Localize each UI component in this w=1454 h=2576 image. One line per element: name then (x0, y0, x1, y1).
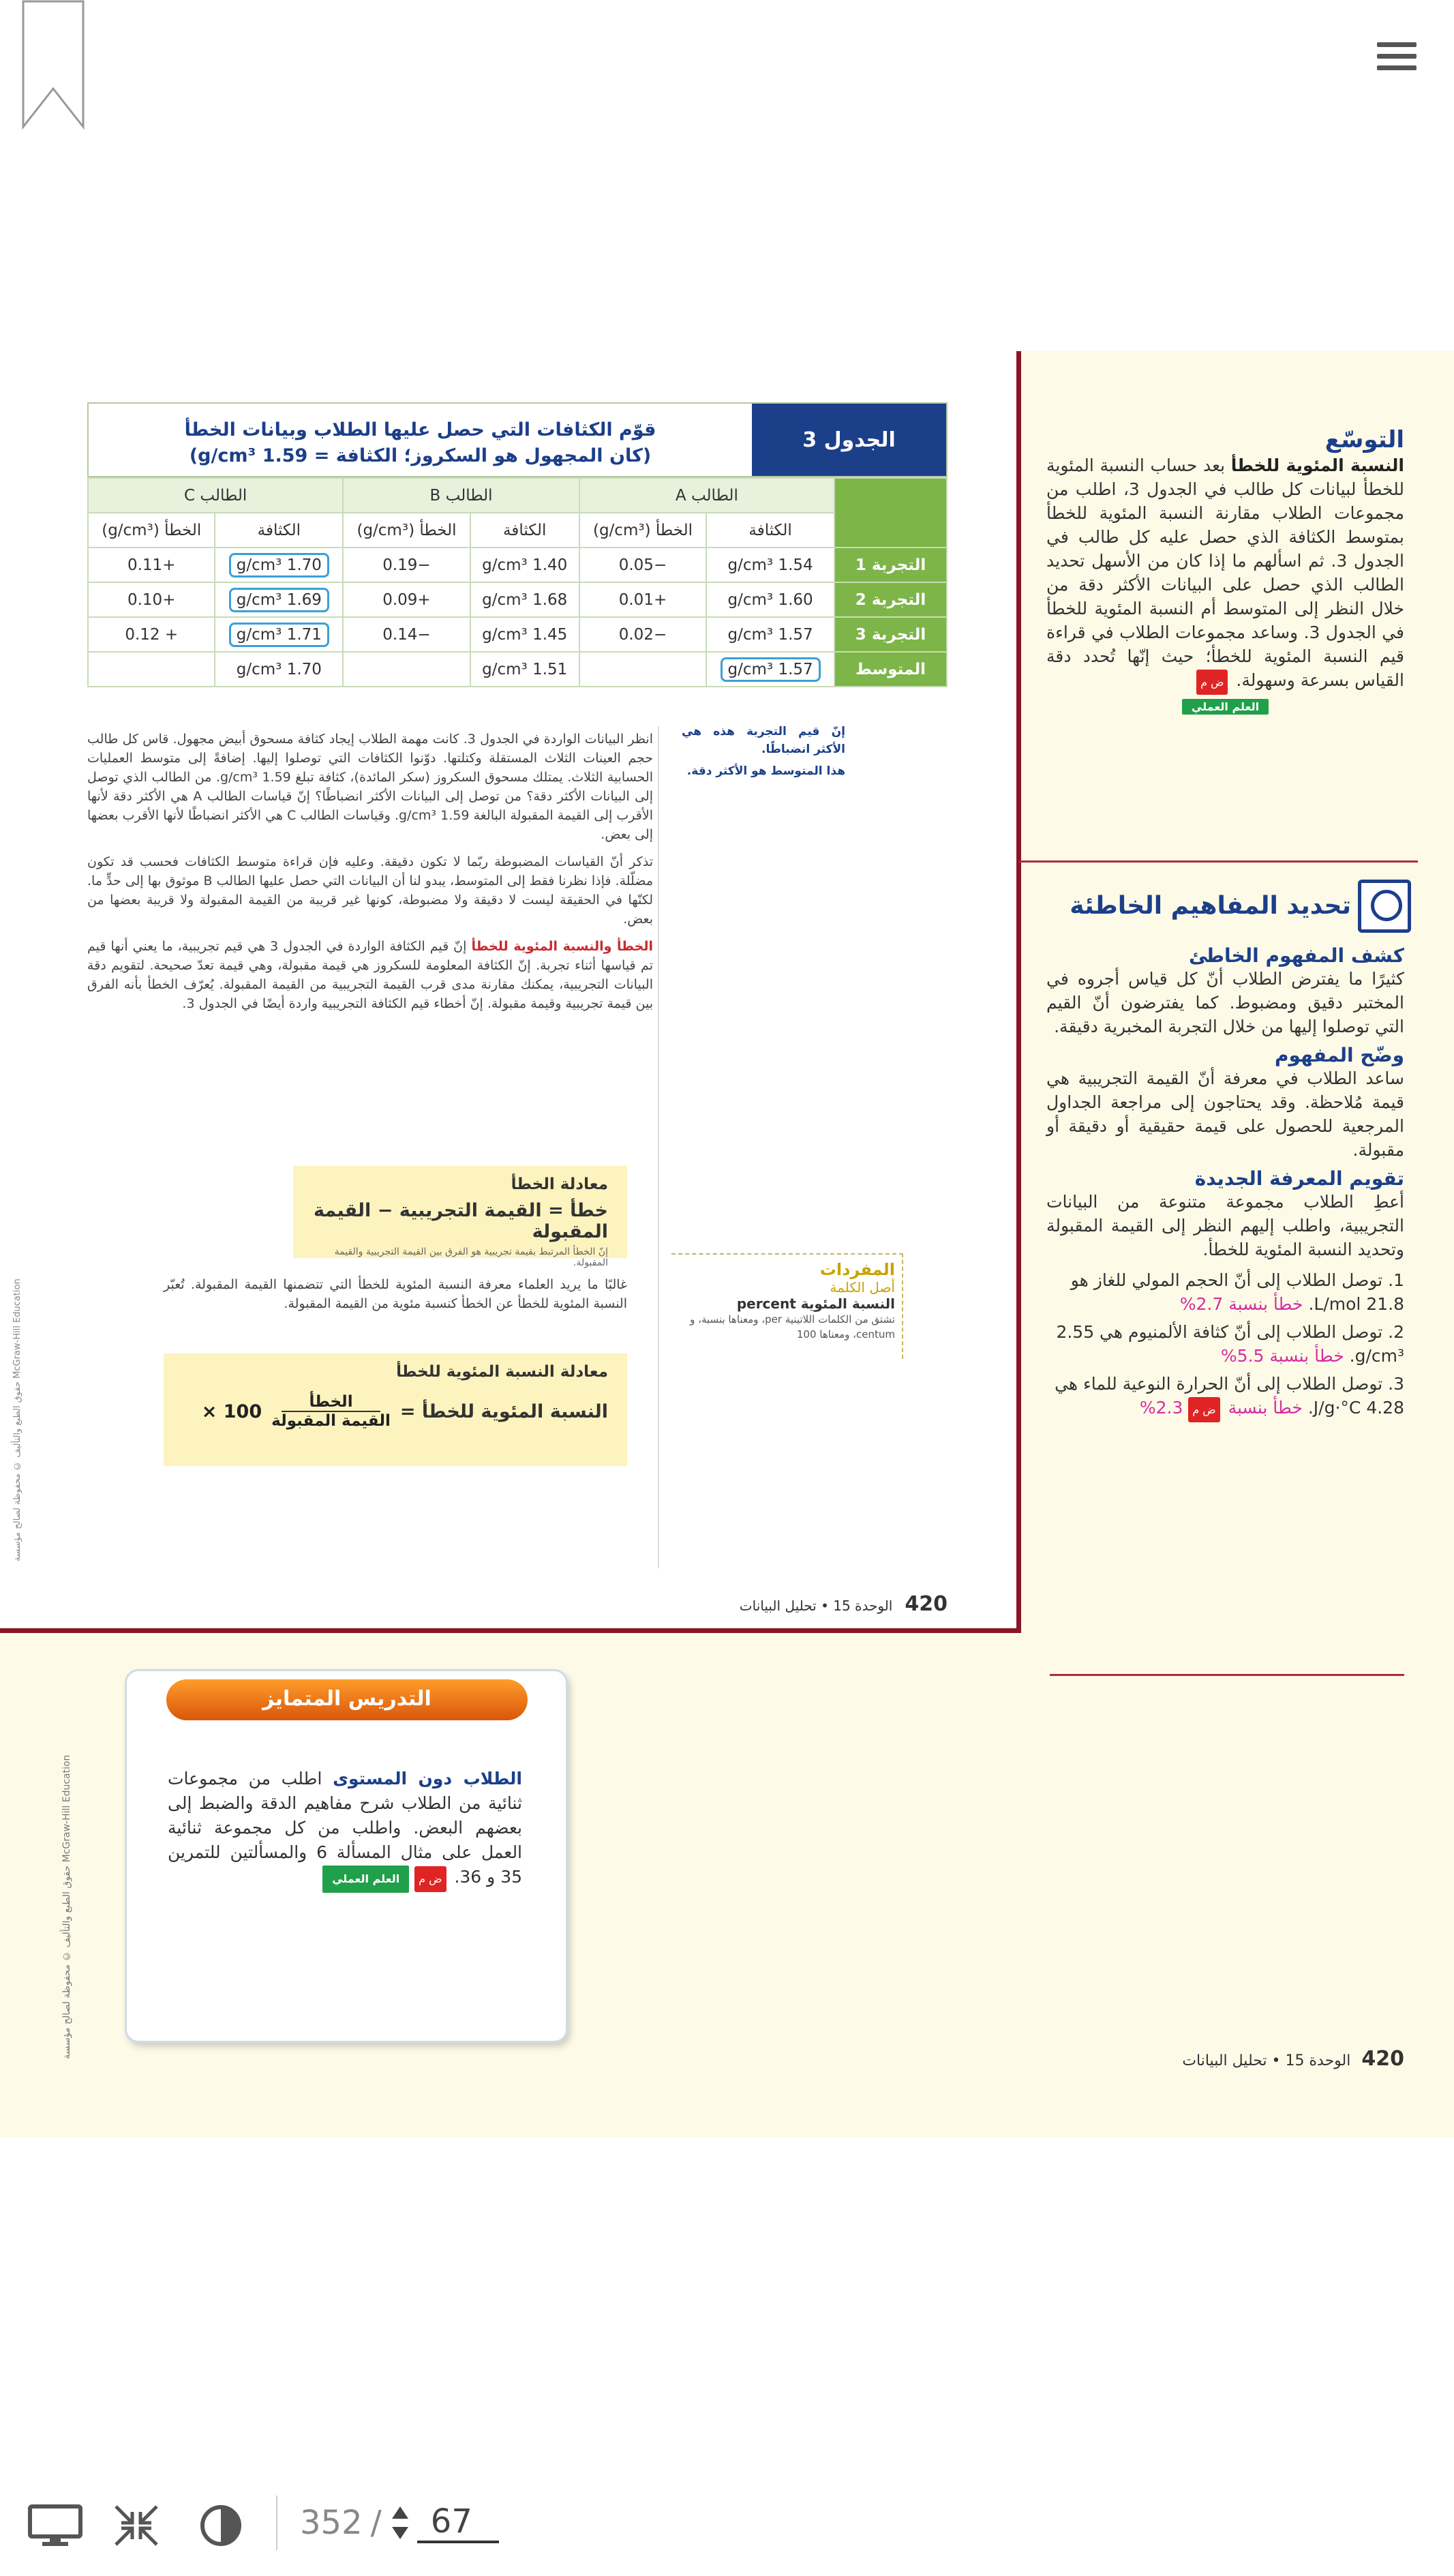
row-label: التجربة 2 (834, 582, 947, 617)
multiplier: × 100 (201, 1401, 262, 1422)
subheading: وضّح المفهوم (1275, 1044, 1404, 1066)
subheading: تقويم المعرفة الجديدة (1194, 1167, 1404, 1190)
section-divider (1019, 860, 1418, 863)
teacher-sidebar (1046, 426, 1404, 715)
table-cell: 1.70 g/cm³ (215, 652, 343, 687)
table-title-line1: قوّم الكثافات التي حصل عليها الطلاب وبيانات الخطأ (184, 419, 656, 440)
paragraph: غالبًا ما يريد العلماء معرفة النسبة المئوية للخطأ التي تتضمنها القيمة المقبولة. تُعبّر النسبة المئوية للخطأ عن الخطأ كنسبة مئوية من القيمة المقبولة. (164, 1277, 627, 1311)
group-header-b: الطالب B (343, 478, 579, 513)
table-row (88, 582, 947, 617)
exercise-item (1046, 1268, 1404, 1316)
current-page-input[interactable]: 67 (417, 2502, 499, 2543)
column-divider (658, 726, 659, 1568)
table-label: الجدول 3 (752, 404, 946, 476)
density-table (87, 477, 948, 687)
table-title-line2: (كان المجهول هو السكروز؛ الكثافة = 1.59 g/cm³) (189, 445, 652, 466)
bookmark-icon[interactable] (19, 0, 87, 130)
table-cell: 1.60 g/cm³ (706, 582, 834, 617)
table-cell: 1.51 g/cm³ (470, 652, 579, 687)
table-cell: +0.01 (579, 582, 706, 617)
section-divider (1050, 1674, 1404, 1676)
table-cell: −0.05 (579, 548, 706, 582)
table-cell: −0.14 (343, 617, 470, 652)
box-body (168, 1767, 522, 1893)
exercise-text: 3. توصل الطلاب إلى أنّ الحرارة النوعية للماء هي 4.28 J/g·°C. (1055, 1374, 1404, 1418)
equation-title: معادلة النسبة المئوية للخطأ (396, 1363, 608, 1381)
table-cell: −0.02 (579, 617, 706, 652)
paragraph: أعطِ الطلاب مجموعة متنوعة من البيانات التجريبية، واطلب إليهم النظر إلى القيمة المقبولة وتحديد النسبة المئوية للخطأ. (1046, 1192, 1404, 1259)
collapse-icon[interactable] (112, 2504, 161, 2547)
paragraph (87, 937, 653, 1013)
group-header-c: الطالب C (88, 478, 343, 513)
table-cell (88, 652, 215, 687)
box-text: اطلب من مجموعات ثنائية من الطلاب شرح مفاهيم الدقة والضبط إلى بعضهم البعض. واطلب من كل مجموعة ثنائية العمل على مثال المسألة 6 والمسألتين للتمرين 35 و 36. (168, 1769, 523, 1887)
vocab-word: النسبة المئوية percent (736, 1296, 895, 1312)
contrast-icon[interactable] (196, 2504, 245, 2547)
exercise-text: 1. توصل الطلاب إلى أنّ الحجم المولي للغاز هو 21.8 L/mol. (1070, 1270, 1404, 1314)
vocab-definition: تشتق من الكلمات اللاتينية per، ومعناها بنسبة، و centum، ومعناها 100 (690, 1313, 895, 1341)
table-cell (215, 617, 343, 652)
answer-label: خطأ بنسبة (1269, 1346, 1344, 1366)
answer-value: 5.5% (1220, 1346, 1264, 1366)
numerator: الخطأ (282, 1393, 380, 1412)
table-cell: 1.54 g/cm³ (706, 548, 834, 582)
table-cell: +0.11 (88, 548, 215, 582)
vocab-title: المفردات (819, 1260, 895, 1279)
extension-body: بعد حساب النسبة المئوية للخطأ لبيانات كل طالب في الجدول 3، اطلب من مجموعات الطلاب مقارنة النسبة المئوية للخطأ بمتوسط الكثافة الذي حصل عليه كل طالب في الجدول 3. ثم اسألهم ما إذا كان من الأسهل تحديد الطالب الذي حصل على البيانات الأكثر دقة من خلال النظر إلى المتوسط أم النسبة المئوية للخطأ في الجدول 3. وساعد مجموعات الطلاب في قراءة قيم النسبة المئوية للخطأ؛ حيث إنّها تُحدد دقة القياس بسرعة وسهولة. (1046, 455, 1404, 690)
page-folio (682, 1592, 948, 1616)
answer-value: 2.7% (1179, 1294, 1224, 1314)
equation-lhs: النسبة المئوية للخطأ = (399, 1401, 608, 1422)
page-stepper-icon[interactable] (390, 2502, 410, 2543)
highlighted-value: 1.57 g/cm³ (721, 657, 821, 682)
error-equation-box (293, 1166, 627, 1268)
note-b: هذا المتوسط هو الأكثر دقة. (686, 764, 845, 778)
table-title (89, 404, 752, 476)
answer-value: 2.3% (1139, 1398, 1183, 1418)
highlighted-value: 1.70 g/cm³ (229, 553, 329, 578)
paragraph: كثيرًا ما يفترض الطلاب أنّ كل قياس أجروه في المختبر دقيق ومضبوط. كما يفترضون أنّ القيم التي توصلوا إليها من خلال التجربة المخبرية دقيقة. (1046, 969, 1404, 1036)
exercise-item (1046, 1372, 1404, 1422)
extension-title: التوسّع (1324, 426, 1404, 453)
percent-error-equation-box (164, 1353, 627, 1466)
paragraph: تذكر أنّ القياسات المضبوطة ربّما لا تكون دقيقة. وعليه فإن قراءة متوسط الكثافات فحسب قد تكون مضلّلة. فإذا نظرنا فقط إلى المتوسط، يبدو لنا أن البيانات التي حصل عليها الطالب B موثوق بها إلى حدٍّ ما. لكنّها في الحقيقة ليست لا دقيقة ولا مضبوطة، كونها غير قريبة من القيمة المقبولة ولا قريبة بعضها من بعض. (87, 854, 654, 927)
answer-label: خطأ بنسبة (1228, 1294, 1303, 1314)
paragraph-text: إنّ قيم الكثافة الواردة في الجدول 3 هي قيم تجريبية، ما يعني أنها قيم تم قياسها أثناء تجربة. إنّ الكثافة المعلومة للسكروز هي قيمة مقبولة، وهي قيمة تعدّ صحيحة. لتقويم دقة البيانات التجريبية، يمكنك مقارنة مدى قرب القيمة التجريبية من القيمة المقبولة. يُعرّف الخطأ بأنه الفرق بين قيمة تجريبية وقيمة مقبولة. إنّ أخطاء قيم الكثافة التجريبية واردة أيضًا في الجدول 3. (87, 939, 653, 1011)
table-cell (343, 652, 470, 687)
total-pages: 352 (300, 2504, 363, 2542)
subheading: كشف المفهوم الخاطئ (1188, 944, 1404, 967)
misconceptions-section (1046, 944, 1404, 1422)
box-header: التدريس المتمايز (166, 1679, 528, 1720)
table-cell: + 0.12 (88, 617, 215, 652)
denominator: القيمة المقبولة (271, 1412, 391, 1430)
highlighted-value: 1.71 g/cm³ (229, 623, 329, 647)
exercise-text: 2. توصل الطلاب إلى أنّ كثافة الألمنيوم هي 2.55 g/cm³. (1056, 1322, 1404, 1366)
table-cell (215, 548, 343, 582)
level-tag: ض م (1188, 1397, 1220, 1422)
col-density: الكثافة (470, 513, 579, 548)
extension-text (1046, 453, 1404, 695)
monitor-icon[interactable] (27, 2504, 83, 2547)
differentiated-instruction-box (125, 1669, 568, 2043)
folio-text: الوحدة 15 • تحليل البيانات (1182, 2052, 1351, 2069)
row-label: التجربة 3 (834, 617, 947, 652)
hamburger-menu-icon[interactable] (1377, 42, 1417, 74)
note-a: إنّ قيم التجربة هذه هي الأكثر انضباطًا. (682, 725, 845, 756)
row-label: التجربة 1 (834, 548, 947, 582)
col-error: الخطأ (g/cm³) (579, 513, 706, 548)
extension-lead: النسبة المئوية للخطأ (1230, 455, 1404, 475)
table-cell: +0.09 (343, 582, 470, 617)
equation-title: معادلة الخطأ (511, 1175, 608, 1193)
tag-row (1046, 699, 1404, 715)
page-folio (1063, 2047, 1404, 2071)
copyright-gutter: حقوق الطبع والتأليف © محفوظة لصالح مؤسسة McGraw-Hill Education (61, 1754, 72, 2059)
col-density: الكثافة (706, 513, 834, 548)
page-number: 420 (1361, 2047, 1404, 2071)
box-lead: الطلاب دون المستوى (333, 1769, 522, 1788)
table-cell: 1.57 g/cm³ (706, 617, 834, 652)
col-error: الخطأ (g/cm³) (88, 513, 215, 548)
table-row (88, 652, 947, 687)
table-cell (215, 582, 343, 617)
body-text (87, 730, 653, 1021)
answer-label: خطأ بنسبة (1228, 1398, 1303, 1418)
misconceptions-header (1063, 880, 1411, 933)
highlighted-value: 1.69 g/cm³ (229, 588, 329, 612)
level-tag: ض م (1196, 670, 1228, 695)
margin-notes (682, 723, 845, 784)
table-row (88, 617, 947, 652)
table-cell: +0.10 (88, 582, 215, 617)
section-heading: الخطأ والنسبة المئوية للخطأ (471, 939, 653, 954)
row-label: المتوسط (834, 652, 947, 687)
magnifier-icon (1358, 880, 1411, 933)
group-header-a: الطالب A (579, 478, 834, 513)
toolbar-separator (276, 2496, 277, 2550)
misconceptions-title: تحديد المفاهيم الخاطئة (1070, 892, 1351, 920)
table-cell: 1.45 g/cm³ (470, 617, 579, 652)
fraction (271, 1393, 391, 1430)
practical-science-tag: العلم العملي (322, 1866, 409, 1893)
table-cell (579, 652, 706, 687)
table-cell: 1.68 g/cm³ (470, 582, 579, 617)
equation: خطأ = القيمة التجريبية − القيمة المقبولة (313, 1200, 608, 1242)
equation (183, 1393, 608, 1430)
page-navigator (300, 2496, 499, 2550)
practical-science-tag: العلم العملي (1182, 699, 1269, 715)
exercise-item (1046, 1320, 1404, 1368)
data-table (87, 402, 948, 687)
equation-note: إنّ الخطأ المرتبط بقيمة تجريبية هو الفرق بين القيمة التجريبية والقيمة المقبولة. (334, 1246, 608, 1268)
folio-text: الوحدة 15 • تحليل البيانات (739, 1598, 893, 1614)
col-density: الكثافة (215, 513, 343, 548)
table-cell: −0.19 (343, 548, 470, 582)
paragraph: ساعد الطلاب في معرفة أنّ القيمة التجريبية هي قيمة مُلاحظة. وقد يحتاجون إلى مراجعة الجداول المرجعية للحصول على قيمة حقيقية أو دقيقة أو مقبولة. (1046, 1068, 1404, 1160)
table-cell: 1.40 g/cm³ (470, 548, 579, 582)
table-cell (706, 652, 834, 687)
vocabulary-box (671, 1253, 903, 1359)
page-number: 420 (905, 1592, 948, 1616)
paragraph: انظر البيانات الواردة في الجدول 3. كانت مهمة الطلاب إيجاد كثافة مسحوق أبيض مجهول. قاس كل طالب حجم العينات الثلاث المستقلة وكتلتها. دوّنوا الكثافات التي توصلوا إليها. إضافةً إلى متوسط العمليات الحسابية الثلاث. يمتلك مسحوق السكروز (سكر المائدة)، كثافة تبلغ 1.59 g/cm³. من الطالب الذي توصل إلى البيانات الأكثر دقة؟ من توصل إلى البيانات الأكثر انضباطًا؟ إنّ قياسات الطالب A هي الأكثر دقة لأنها الأقرب إلى القيمة المقبولة البالغة 1.59 g/cm³. وقياسات الطالب C هي الأكثر انضباطًا لأنها الأقرب بعضها إلى بعض. (87, 732, 653, 842)
copyright-gutter: حقوق الطبع والتأليف © محفوظة لصالح مؤسسة McGraw-Hill Education (12, 1278, 22, 1561)
table-row (88, 548, 947, 582)
col-error: الخطأ (g/cm³) (343, 513, 470, 548)
vocab-subtitle: أصل الكلمة (830, 1279, 895, 1296)
level-tag: ض م (414, 1866, 446, 1892)
page-separator: / (370, 2504, 382, 2542)
